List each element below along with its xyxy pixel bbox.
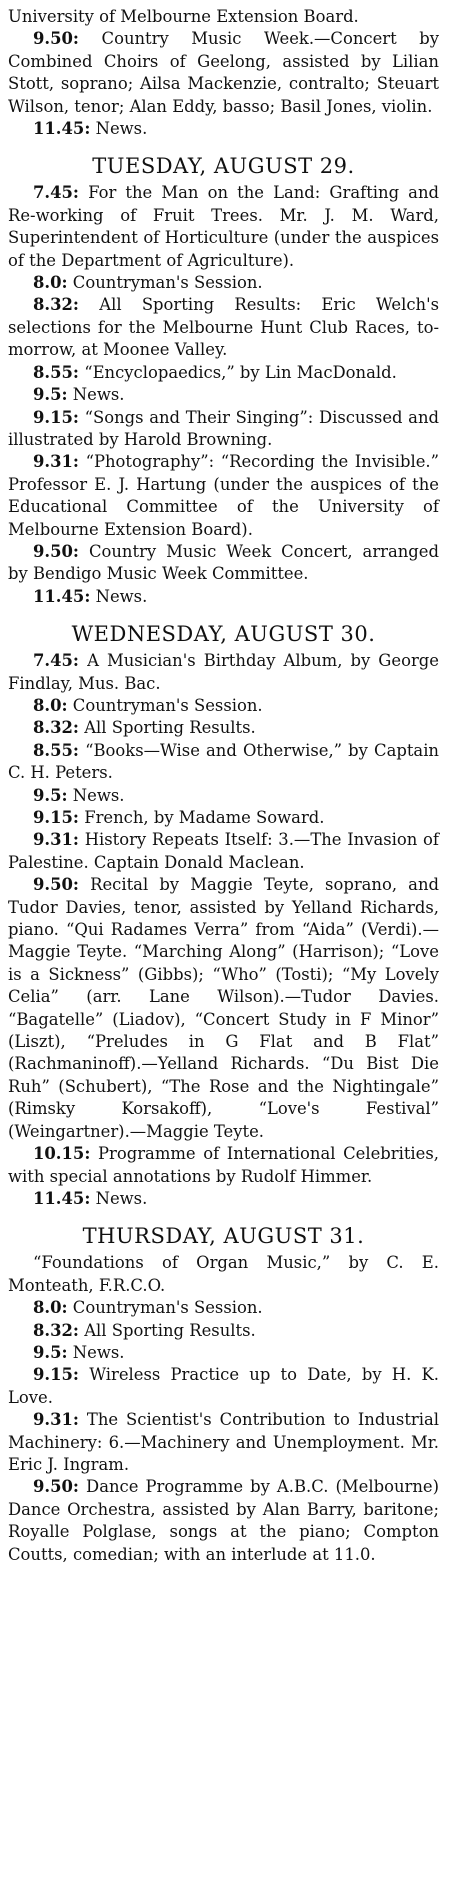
listing-item — [8, 294, 439, 361]
listing-text: History Repeats Itself: 3.—The Invasion of Palestine. Captain Donald Maclean. — [8, 830, 439, 872]
listing-item — [8, 182, 439, 272]
listing-item — [8, 384, 439, 406]
listing-item — [8, 1252, 439, 1297]
listing-time: 7.45: — [33, 183, 79, 203]
listing-time: 9.5: — [33, 785, 68, 805]
listing-text: “Photography”: “Recording the Invisible.” Professor E. J. Hartung (under the auspices of the Educational Committee of the University of Melbourne Extension Board). — [8, 452, 439, 539]
listing-text: Wireless Practice up to Date, by H. K. Love. — [8, 1365, 439, 1407]
listing-text: Countryman's Session. — [72, 273, 263, 293]
listing-item — [8, 1143, 439, 1188]
listing-time: 11.45: — [33, 1188, 91, 1208]
listing-text: News. — [95, 1188, 148, 1208]
listing-time: 10.15: — [33, 1144, 91, 1164]
listing-time: 11.45: — [33, 119, 91, 139]
listing-time: 8.0: — [33, 273, 68, 293]
listing-text: University of Melbourne Extension Board. — [8, 7, 359, 26]
listing-time: 8.32: — [33, 295, 79, 315]
listing-text: “Foundations of Organ Music,” by C. E. Monteath, F.R.C.O. — [8, 1253, 439, 1295]
listing-text: “Books—Wise and Otherwise,” by Captain C. H. Peters. — [8, 740, 439, 783]
listing-text: News. — [72, 385, 125, 405]
listing-item — [8, 1188, 439, 1210]
day-heading: TUESDAY, AUGUST 29. — [92, 154, 355, 179]
listing-time: 9.31: — [33, 830, 79, 850]
listing-item — [8, 272, 439, 294]
listing-item — [8, 874, 439, 1143]
day-heading: THURSDAY, AUGUST 31. — [82, 1224, 365, 1249]
listing-item — [8, 1320, 439, 1342]
listing-text: “Encyclopaedics,” by Lin MacDonald. — [84, 362, 397, 382]
listing-time: 9.31: — [33, 452, 79, 472]
listing-time: 9.50: — [33, 875, 79, 895]
listing-time: 9.15: — [33, 1365, 79, 1385]
listing-time: 11.45: — [33, 586, 91, 606]
listing-time: 8.55: — [33, 362, 79, 382]
listing-item — [8, 586, 439, 608]
listing-item — [8, 118, 439, 140]
listing-item — [8, 829, 439, 874]
listing-item — [8, 650, 439, 695]
listing-text: French, by Madame Soward. — [84, 808, 325, 827]
listing-text: Dance Programme by A.B.C. (Melbourne) Dance Orchestra, assisted by Alan Barry, baritone; Royalle Polglase, songs at the piano; Compton Coutts, comedian; with an interlude at 11.0. — [8, 1477, 439, 1564]
listing-time: 8.0: — [33, 1298, 68, 1318]
listing-time: 7.45: — [33, 651, 79, 671]
listing-time: 9.50: — [33, 1477, 79, 1497]
listing-text: Programme of International Celebrities, with special annotations by Rudolf Himmer. — [8, 1144, 439, 1186]
listing-item — [8, 740, 439, 785]
listing-text: All Sporting Results: Eric Welch's selections for the Melbourne Hunt Club Races, to-morrow, at Moonee Valley. — [8, 295, 439, 360]
listing-item — [8, 807, 439, 829]
listing-time: 9.15: — [33, 407, 79, 427]
listing-time: 9.5: — [33, 1342, 68, 1362]
listing-item — [8, 695, 439, 717]
section-wednesday — [8, 622, 439, 1210]
section-tuesday — [8, 154, 439, 608]
listing-text: Recital by Maggie Teyte, soprano, and Tudor Davies, tenor, assisted by Yelland Richards, piano. “Qui Radames Verra” from “Aida” (Verdi).—Maggie Teyte. “Marching Along” (Harrison); “Love is a Sickness” (Gibbs); “Who” (Tosti); “My Lovely Celia” (arr. Lane Wilson).—Tudor Davies. “Bagatelle” (Liadov), “Concert Study in F Minor” (Liszt), “Preludes in G Flat and B Flat” (Rachmaninoff).—Yelland Richards. “Du Bist Die Ruh” (Schubert), “The Rose and the Nightingale” (Rimsky Korsakoff), “Love's Festival” (Weingartner).—Maggie Teyte. — [8, 875, 440, 1141]
listing-text: The Scientist's Contribution to Industrial Machinery: 6.—Machinery and Unemployment. Mr. Eric J. Ingram. — [8, 1410, 440, 1474]
listing-text: All Sporting Results. — [84, 1320, 256, 1340]
listing-item — [8, 407, 439, 452]
listing-item — [8, 785, 439, 807]
listing-text: News. — [95, 119, 148, 139]
listing-time: 9.31: — [33, 1410, 79, 1430]
listing-time: 9.50: — [33, 541, 79, 561]
listing-text: Country Music Week.—Concert by Combined Choirs of Geelong, assisted by Lilian Stott, soprano; Ailsa Mackenzie, contralto; Steuart Wilson, tenor; Alan Eddy, basso; Basil Jones, violin. — [8, 29, 439, 116]
listing-text: Countryman's Session. — [72, 1298, 263, 1318]
listing-item — [8, 717, 439, 739]
section-monday-continued — [8, 6, 439, 140]
listing-item — [8, 362, 439, 384]
listing-text: Country Music Week Concert, arranged by Bendigo Music Week Committee. — [8, 541, 439, 584]
listing-item — [8, 1476, 439, 1566]
listing-item — [8, 6, 439, 28]
listing-text: Countryman's Session. — [72, 695, 263, 715]
listing-text: All Sporting Results. — [84, 718, 256, 738]
listing-item — [8, 1409, 439, 1476]
listing-text: “Songs and Their Singing”: Discussed and illustrated by Harold Browning. — [8, 407, 439, 449]
listing-time: 8.55: — [33, 740, 79, 760]
listing-item — [8, 451, 439, 541]
listing-item — [8, 1342, 439, 1364]
listing-time: 8.32: — [33, 1320, 79, 1340]
listing-text: News. — [72, 785, 125, 805]
listing-text: A Musician's Birthday Album, by George Findlay, Mus. Bac. — [8, 651, 439, 693]
listing-item — [8, 28, 439, 118]
listing-text: For the Man on the Land: Grafting and Re-working of Fruit Trees. Mr. J. M. Ward, Superintendent of Horticulture (under the auspices of the Department of Agriculture). — [8, 183, 440, 270]
listing-time: 9.15: — [33, 808, 79, 827]
listing-text: News. — [72, 1342, 125, 1362]
listing-time: 8.0: — [33, 695, 68, 715]
listing-time: 9.50: — [33, 29, 79, 49]
listing-time: 9.5: — [33, 385, 68, 405]
listing-item — [8, 1297, 439, 1319]
section-thursday — [8, 1224, 439, 1566]
listing-text: News. — [95, 586, 148, 606]
listing-item — [8, 1364, 439, 1409]
day-heading: WEDNESDAY, AUGUST 30. — [71, 622, 376, 647]
listing-item — [8, 541, 439, 586]
listing-time: 8.32: — [33, 718, 79, 738]
